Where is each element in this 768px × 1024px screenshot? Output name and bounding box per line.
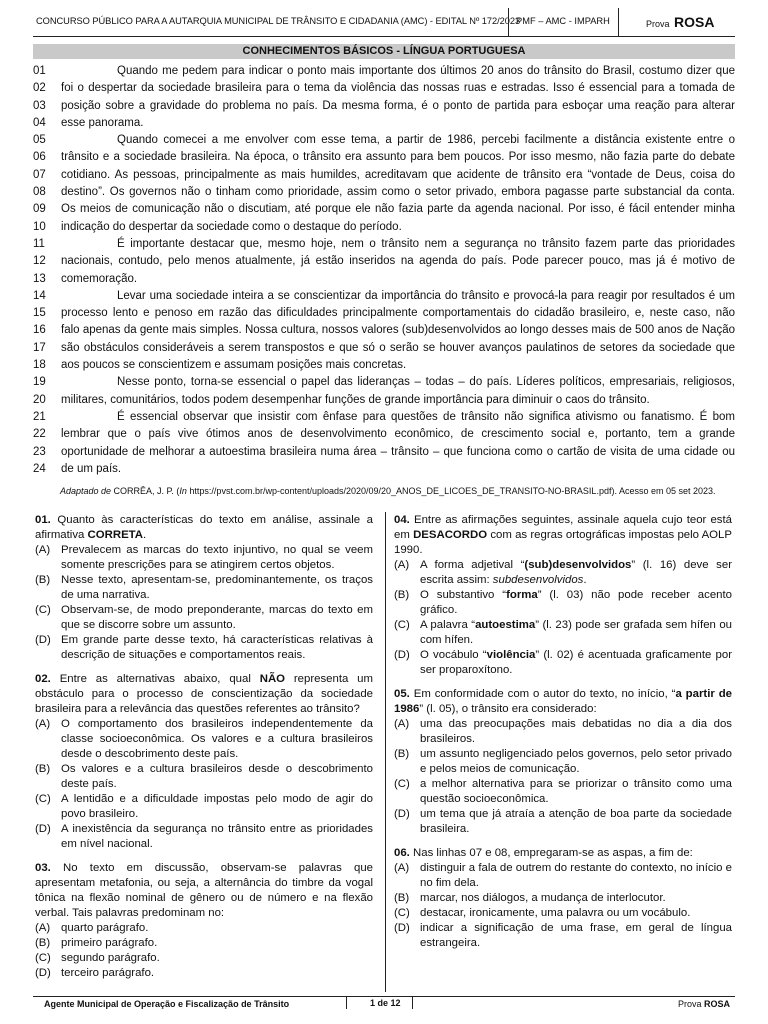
option-letter: (D) bbox=[394, 649, 410, 661]
text-segment: terceiro parágrafo. bbox=[61, 967, 155, 979]
line-number: 04 bbox=[33, 116, 46, 129]
line-number: 15 bbox=[33, 307, 46, 320]
header-divider bbox=[618, 8, 619, 36]
text-segment: A forma adjetival “ bbox=[420, 559, 525, 571]
option-text bbox=[420, 648, 732, 678]
text-segment: Nas linhas 07 e 08, empregaram-se as aspas, a fim de: bbox=[409, 847, 693, 859]
text-segment: Os valores e a cultura brasileiros desde o descobrimento deste país. bbox=[61, 763, 373, 790]
answer-option bbox=[35, 543, 373, 573]
option-letter: (A) bbox=[35, 544, 51, 556]
exam-version-label: Prova bbox=[646, 19, 670, 29]
source-url: https://pvst.com.br/wp-content/uploads/2020/09/20_ANOS_DE_LICOES_DE_TRANSITO-NO-BRASIL.pdf). Acesso em 05 set 2023. bbox=[186, 486, 716, 496]
question-stem bbox=[35, 513, 373, 543]
option-letter: (B) bbox=[35, 937, 51, 949]
line-text: Quando me pedem para indicar o ponto mais importante dos últimos 20 anos do trânsito do Brasil, costumo dizer que bbox=[117, 65, 735, 77]
option-text bbox=[420, 558, 732, 588]
answer-option bbox=[394, 777, 732, 807]
option-text bbox=[61, 792, 373, 822]
text-segment: primeiro parágrafo. bbox=[61, 937, 158, 949]
answer-option bbox=[394, 618, 732, 648]
bold-text: forma bbox=[506, 589, 538, 601]
option-text bbox=[61, 921, 373, 936]
answer-option bbox=[394, 747, 732, 777]
text-segment: ” (l. 05), o trânsito era considerado: bbox=[419, 703, 597, 715]
option-text bbox=[61, 717, 373, 762]
question-03 bbox=[35, 861, 373, 981]
line-text: Quando comecei a me envolver com esse tema, a partir de 1986, percebi facilmente a distância existente entre o bbox=[117, 134, 735, 147]
line-number: 02 bbox=[33, 82, 46, 95]
passage-line bbox=[33, 115, 735, 132]
passage-line bbox=[33, 444, 735, 461]
line-number: 03 bbox=[33, 99, 46, 112]
text-segment: Nesse texto, apresentam-se, predominantemente, os traços de uma narrativa. bbox=[61, 574, 373, 601]
passage-line bbox=[33, 132, 735, 149]
passage-line bbox=[33, 63, 735, 80]
question-stem bbox=[35, 672, 373, 717]
questions-column-right bbox=[394, 513, 732, 960]
line-number: 22 bbox=[33, 428, 46, 441]
option-text bbox=[420, 717, 732, 747]
option-text bbox=[420, 921, 732, 951]
question-number: 02. bbox=[35, 673, 51, 685]
line-number: 17 bbox=[33, 341, 46, 354]
passage-line bbox=[33, 322, 735, 339]
line-number: 09 bbox=[33, 203, 46, 216]
text-segment: com as regras ortográficas impostas pelo AOLP 1990. bbox=[394, 529, 732, 556]
answer-option bbox=[394, 891, 732, 906]
option-letter: (A) bbox=[35, 718, 51, 730]
line-number: 24 bbox=[33, 462, 46, 475]
option-letter: (B) bbox=[394, 589, 410, 601]
passage-line bbox=[33, 98, 735, 115]
answer-option bbox=[394, 648, 732, 678]
text-segment: uma das preocupações mais debatidas no dia a dia dos brasileiros. bbox=[420, 718, 732, 745]
footer-version-color: ROSA bbox=[704, 999, 731, 1009]
line-text: oportunidade de melhorar a autoestima brasileira numa área – trânsito – que funciona como o cartão de visita de uma cidade ou bbox=[61, 445, 735, 458]
option-letter: (B) bbox=[394, 748, 410, 760]
question-stem bbox=[394, 846, 732, 861]
line-number: 06 bbox=[33, 151, 46, 164]
text-segment: marcar, nos diálogos, a mudança de interlocutor. bbox=[420, 892, 666, 904]
passage-line bbox=[33, 392, 735, 409]
option-text bbox=[61, 951, 373, 966]
line-text: indicação do despertar da sociedade como o destaque do período. bbox=[61, 220, 402, 233]
answer-option bbox=[35, 762, 373, 792]
answer-option bbox=[394, 861, 732, 891]
answer-option bbox=[35, 966, 373, 981]
passage-line bbox=[33, 426, 735, 443]
line-number: 13 bbox=[33, 272, 46, 285]
question-number: 01. bbox=[35, 514, 51, 526]
answer-option bbox=[35, 717, 373, 762]
footer-divider bbox=[412, 996, 413, 1009]
exam-organization: PMF – AMC - IMPARH bbox=[516, 16, 610, 26]
passage-line bbox=[33, 288, 735, 305]
line-number: 10 bbox=[33, 220, 46, 233]
line-text: esse panorama. bbox=[61, 116, 144, 129]
passage-line bbox=[33, 305, 735, 322]
line-number: 16 bbox=[33, 324, 46, 337]
line-text: falo apenas da gente mais simples. Nossa cultura, nossos valores (sub)desenvolvidos ao longo desses mais de 500 anos de Nação bbox=[61, 324, 735, 337]
option-letter: (A) bbox=[35, 922, 51, 934]
question-stem bbox=[35, 861, 373, 921]
option-letter: (C) bbox=[35, 952, 51, 964]
answer-option bbox=[394, 921, 732, 951]
text-segment: Observam-se, de modo preponderante, marcas do texto em que se discorre sobre um assunto. bbox=[61, 604, 373, 631]
line-number: 14 bbox=[33, 289, 46, 302]
option-text bbox=[420, 588, 732, 618]
text-segment: distinguir a fala de outrem do restante do contexto, no início e no fim dela. bbox=[420, 862, 732, 889]
text-segment: a melhor alternativa para se priorizar o trânsito como uma questão socioeconômica. bbox=[420, 778, 732, 805]
option-text bbox=[61, 966, 373, 981]
answer-option bbox=[35, 603, 373, 633]
line-number: 19 bbox=[33, 376, 46, 389]
italic-text: subdesenvolvidos bbox=[492, 574, 584, 586]
text-segment: . bbox=[143, 529, 147, 541]
text-segment: segundo parágrafo. bbox=[61, 952, 160, 964]
text-segment: O vocábulo “ bbox=[420, 649, 487, 661]
text-segment: ” (l. 03) não pode receber acento gráfico. bbox=[420, 589, 732, 616]
line-text: aos poucos se conscientizem e assumam posições mais concretas. bbox=[61, 359, 407, 372]
line-text: cotidiano. As pessoas, principalmente as mais humildes, acreditavam que acidente de trânsito era “vontade de Deus, coisa do bbox=[61, 168, 735, 181]
page-number: 1 de 12 bbox=[370, 998, 401, 1008]
line-number: 07 bbox=[33, 168, 46, 181]
source-author: CORRÊA, J. P. ( bbox=[111, 486, 180, 496]
header-divider bbox=[508, 8, 509, 36]
column-divider bbox=[385, 512, 386, 992]
answer-option bbox=[394, 807, 732, 837]
question-stem bbox=[394, 687, 732, 717]
passage-line bbox=[33, 236, 735, 253]
text-segment: Entre as alternativas abaixo, qual bbox=[50, 673, 260, 685]
question-number: 05. bbox=[394, 688, 410, 700]
text-segment: A lentidão e a dificuldade impostas pelo modo de agir do povo brasileiro. bbox=[61, 793, 373, 820]
option-letter: (C) bbox=[394, 907, 410, 919]
line-text: Os meios de comunicação não o discutiam, até porque ele não fazia parte da agenda nacional. Por isso, é fácil entender minha bbox=[61, 203, 735, 216]
question-stem bbox=[394, 513, 732, 558]
footer-exam-version bbox=[678, 999, 730, 1009]
reading-passage bbox=[33, 63, 735, 478]
option-text bbox=[420, 891, 732, 906]
question-number: 04. bbox=[394, 514, 410, 526]
text-segment: ” (l. 16) deve ser escrita assim: bbox=[420, 559, 732, 586]
text-segment: Em grande parte desse texto, há características relativas à descrição de situações e comportamentos reais. bbox=[61, 634, 373, 661]
option-text bbox=[420, 747, 732, 777]
answer-option bbox=[35, 921, 373, 936]
answer-option bbox=[35, 951, 373, 966]
question-number: 06. bbox=[394, 847, 410, 859]
option-letter: (D) bbox=[35, 967, 51, 979]
passage-line bbox=[33, 461, 735, 478]
text-segment: representa um obstáculo para o processo de conscientização da sociedade brasileira para a relevância das questões referentes ao trânsito? bbox=[35, 673, 374, 715]
page-header bbox=[0, 8, 768, 38]
option-letter: (D) bbox=[394, 922, 410, 934]
line-text: É importante destacar que, mesmo hoje, nem o trânsito nem a segurança no trânsito fazem parte das prioridades bbox=[117, 237, 735, 250]
option-text bbox=[420, 807, 732, 837]
bold-text: autoestima bbox=[475, 619, 536, 631]
option-text bbox=[420, 861, 732, 891]
bold-text: NÃO bbox=[259, 673, 286, 685]
question-04 bbox=[394, 513, 732, 678]
text-segment: O comportamento dos brasileiros independentemente da classe socioeconômica. Os valores e a cultura brasileiros desde o descobrimento deste país. bbox=[61, 718, 373, 760]
text-segment: quarto parágrafo. bbox=[61, 922, 149, 934]
option-letter: (B) bbox=[35, 763, 51, 775]
option-text bbox=[61, 603, 373, 633]
option-text bbox=[61, 822, 373, 852]
option-text bbox=[61, 936, 373, 951]
footer-rule bbox=[33, 996, 735, 997]
passage-line bbox=[33, 340, 735, 357]
text-segment: Entre as afirmações seguintes, assinale aquela cujo teor está em bbox=[394, 514, 732, 541]
option-letter: (C) bbox=[394, 619, 410, 631]
line-number: 21 bbox=[33, 410, 46, 423]
option-text bbox=[420, 618, 732, 648]
passage-line bbox=[33, 167, 735, 184]
passage-source bbox=[60, 486, 716, 496]
bold-text: a partir de 1986 bbox=[394, 688, 732, 715]
question-02 bbox=[35, 672, 373, 852]
line-text: lembrar que o país vive ótimos anos de desenvolvimento econômico, de crescimento social e, portanto, tem a grande bbox=[61, 428, 735, 441]
text-segment: destacar, ironicamente, uma palavra ou um vocábulo. bbox=[420, 907, 691, 919]
answer-option bbox=[394, 558, 732, 588]
line-number: 23 bbox=[33, 445, 46, 458]
text-segment: O substantivo “ bbox=[420, 589, 507, 601]
text-segment: Quanto às características do texto em análise, assinale a afirmativa bbox=[35, 514, 373, 541]
line-number: 12 bbox=[33, 255, 46, 268]
passage-line bbox=[33, 149, 735, 166]
footer-job-title: Agente Municipal de Operação e Fiscalização de Trânsito bbox=[44, 999, 290, 1009]
line-text: foi o despertar da sociedade brasileira para o tema da violência das nossas ruas e estradas. Isso é essencial para a tomada de bbox=[61, 82, 735, 95]
line-text: nacionais, contudo, pelo menos atualmente, já estão inseridos na agenda do país. Pode parecer pouco, mas já é motivo de bbox=[61, 255, 735, 268]
exam-version-color: ROSA bbox=[674, 14, 715, 30]
text-segment: A palavra “ bbox=[420, 619, 476, 631]
option-letter: (A) bbox=[394, 862, 410, 874]
option-letter: (C) bbox=[35, 793, 51, 805]
line-text: Levar uma sociedade inteira a se conscientizar da importância do trânsito e provocá-la para reagir por resultados é um bbox=[117, 289, 735, 302]
answer-option bbox=[35, 792, 373, 822]
line-text: de um país. bbox=[61, 462, 122, 475]
answer-option bbox=[35, 633, 373, 663]
option-letter: (D) bbox=[35, 634, 51, 646]
text-segment: indicar a significação de uma frase, em geral de língua estrangeira. bbox=[420, 922, 732, 949]
question-06 bbox=[394, 846, 732, 951]
answer-option bbox=[35, 936, 373, 951]
bold-text: DESACORDO bbox=[413, 529, 488, 541]
option-letter: (D) bbox=[35, 823, 51, 835]
text-segment: Em conformidade com o autor do texto, no início, “ bbox=[409, 688, 676, 700]
passage-line bbox=[33, 374, 735, 391]
text-segment: No texto em discussão, observam-se palavras que apresentam metafonia, ou seja, a alternância do timbre da vogal tônica na flexão nominal de gênero ou de número e na flexão verbal. Tais palavras predominam no: bbox=[35, 862, 373, 919]
option-text bbox=[61, 762, 373, 792]
line-text: Nesse ponto, torna-se essencial o papel das lideranças – todas – do país. Líderes políticos, empresariais, religiosos, bbox=[117, 376, 735, 389]
line-number: 20 bbox=[33, 393, 46, 406]
line-number: 08 bbox=[33, 186, 46, 199]
passage-line bbox=[33, 253, 735, 270]
passage-line bbox=[33, 201, 735, 218]
footer-version-label: Prova bbox=[678, 999, 702, 1009]
passage-line bbox=[33, 409, 735, 426]
line-number: 11 bbox=[33, 237, 45, 250]
option-letter: (C) bbox=[35, 604, 51, 616]
passage-line bbox=[33, 357, 735, 374]
bold-text: (sub)desenvolvidos bbox=[524, 559, 632, 571]
line-number: 05 bbox=[33, 134, 46, 147]
bold-text: CORRETA bbox=[87, 529, 144, 541]
passage-line bbox=[33, 80, 735, 97]
question-number: 03. bbox=[35, 862, 51, 874]
exam-version bbox=[646, 14, 714, 30]
header-rule bbox=[33, 36, 735, 37]
text-segment: A inexistência da segurança no trânsito entre as prioridades em nível nacional. bbox=[61, 823, 373, 850]
passage-line bbox=[33, 271, 735, 288]
passage-line bbox=[33, 184, 735, 201]
option-text bbox=[420, 906, 732, 921]
answer-option bbox=[394, 588, 732, 618]
answer-option bbox=[394, 906, 732, 921]
question-01 bbox=[35, 513, 373, 663]
bold-text: violência bbox=[486, 649, 536, 661]
questions-column-left bbox=[35, 513, 373, 990]
line-text: É essencial observar que insistir com ênfase para questões de trânsito não significa ativismo ou fanatismo. É bom bbox=[117, 410, 735, 423]
answer-option bbox=[394, 717, 732, 747]
option-text bbox=[61, 633, 373, 663]
text-segment: Prevalecem as marcas do texto injuntivo, no qual se veem somente prescrições para se atingirem certos objetos. bbox=[61, 544, 373, 571]
option-letter: (A) bbox=[394, 718, 410, 730]
option-letter: (B) bbox=[394, 892, 410, 904]
option-letter: (A) bbox=[394, 559, 410, 571]
option-text bbox=[420, 777, 732, 807]
passage-line bbox=[33, 219, 735, 236]
option-letter: (B) bbox=[35, 574, 51, 586]
line-text: são obstáculos consideráveis a serem transpostos e que só o serão se houver avanços paulatinos de setores da sociedade que bbox=[61, 341, 735, 354]
exam-title: CONCURSO PÚBLICO PARA A AUTARQUIA MUNICIPAL DE TRÂNSITO E CIDADANIA (AMC) - EDITAL Nº 172/2023 bbox=[36, 16, 521, 26]
option-text bbox=[61, 573, 373, 603]
section-title: CONHECIMENTOS BÁSICOS - LÍNGUA PORTUGUESA bbox=[33, 44, 735, 59]
answer-option bbox=[35, 573, 373, 603]
question-05 bbox=[394, 687, 732, 837]
answer-option bbox=[35, 822, 373, 852]
text-segment: um assunto negligenciado pelos governos, pelo setor privado e pelos meios de comunicação. bbox=[420, 748, 732, 775]
line-text: trânsito e a sociedade brasileira. Na época, o trânsito era assunto para bem poucos. Por isso mesmo, não fazia parte do debate bbox=[61, 151, 735, 164]
line-text: militares, comunitários, todos podem desempenhar funções de grande importância para diminuir o caos do trânsito. bbox=[61, 393, 650, 406]
source-prefix: Adaptado de bbox=[60, 486, 112, 496]
footer-divider bbox=[346, 996, 347, 1009]
text-segment: ” (l. 23) pode ser grafada sem hífen ou com hífen. bbox=[420, 619, 732, 646]
option-letter: (C) bbox=[394, 778, 410, 790]
line-text: destino”. Os governos não o tinham como prioridade, assim como o setor privado, embora pagasse parte substancial da conta. bbox=[61, 186, 735, 199]
line-text: posição sobre a gravidade do problema no país. Da mesma forma, é o ponto de partida para esboçar uma reação para alterar bbox=[61, 99, 735, 112]
text-segment: um tema que já atraía a atenção de boa parte da sociedade brasileira. bbox=[420, 808, 732, 835]
text-segment: ” (l. 02) é acentuada graficamente por ser proparoxítono. bbox=[420, 649, 732, 676]
source-in: In bbox=[179, 486, 187, 496]
line-text: comemoração. bbox=[61, 272, 138, 285]
line-number: 01 bbox=[33, 65, 46, 77]
line-number: 18 bbox=[33, 359, 46, 372]
option-letter: (D) bbox=[394, 808, 410, 820]
text-segment: . bbox=[583, 574, 587, 586]
line-text: processo lento e penoso em razão das dificuldades principalmente comportamentais do cidadão brasileiro, e, neste caso, não bbox=[61, 307, 735, 320]
option-text bbox=[61, 543, 373, 573]
